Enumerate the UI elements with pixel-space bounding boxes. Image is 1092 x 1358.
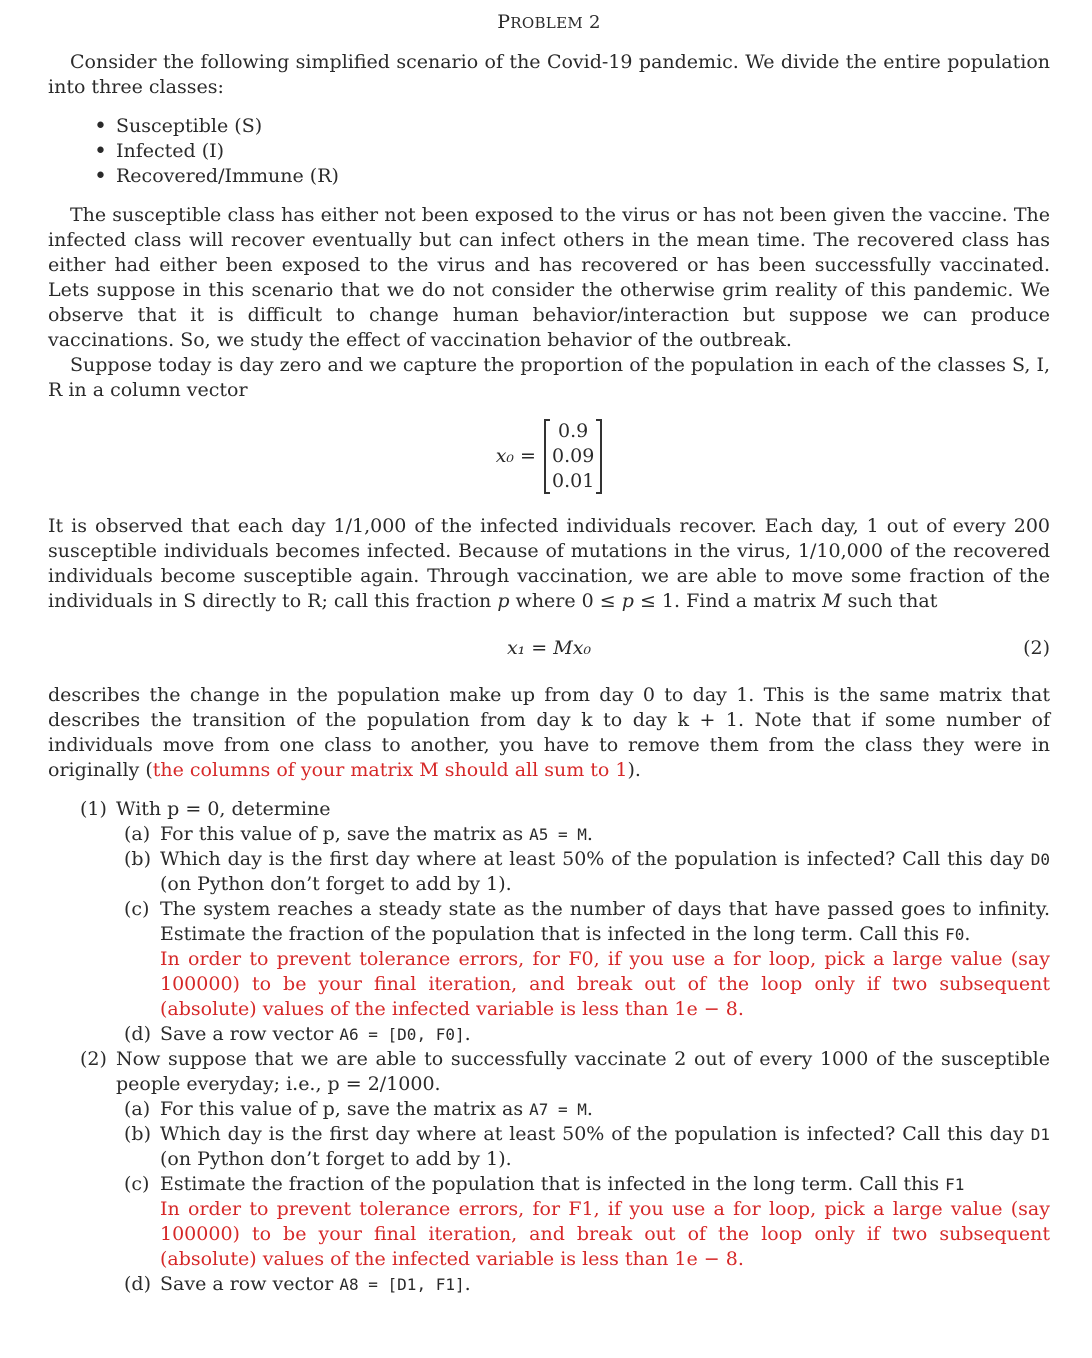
task-list [48, 797, 1050, 1297]
task-1a [124, 822, 1050, 847]
task-1b-code: D0 [1030, 850, 1050, 869]
task-2d-text: Save a row vector [160, 1273, 340, 1295]
intro-paragraph: Consider the following simplified scenario of the Covid-19 pandemic. We divide the entire population into three classes: [48, 51, 1050, 98]
task-1b-post: (on Python don’t forget to add by 1). [160, 873, 512, 895]
transition-text-3: ≤ 1. Find a matrix [633, 590, 823, 612]
task-2c-label: (c) [124, 1173, 150, 1195]
var-M: M [822, 590, 842, 612]
task-1a-post: . [586, 823, 593, 845]
task-2c-red-note: In order to prevent tolerance errors, for F1, if you use a for loop, pick a large value (say 100000) to be your final iteration, and break out of the loop only if two subsequent (absolute) values of the infected variable is less than 1e − 8. [160, 1198, 1050, 1270]
task-2-label: (2) [80, 1048, 107, 1070]
task-1c [124, 897, 1050, 1022]
class-item-susceptible: • Susceptible (S) [92, 114, 1050, 139]
task-1-subtasks [116, 822, 1050, 1047]
task-2d [124, 1272, 1050, 1297]
task-2a-post: . [586, 1098, 593, 1120]
title-initial: P [497, 11, 511, 33]
task-2a-label: (a) [124, 1098, 151, 1120]
task-1c-text: The system reaches a steady state as the number of days that have passed goes to infinity. Estimate the fraction of the population that is infected in the long term. Call this [160, 898, 1050, 945]
task-1d-text: Save a row vector [160, 1023, 340, 1045]
task-1c-code: F0 [945, 925, 965, 944]
task-2b-text: Which day is the first day where at least 50% of the population is infected? Call this day [160, 1123, 1031, 1145]
problem-title [48, 10, 1050, 36]
equation-text: x₁ = Mx₀ [506, 637, 592, 659]
task-2a [124, 1097, 1050, 1122]
task-1a-code: A5 = M [529, 825, 587, 844]
vector-entry-s: 0.9 [558, 420, 589, 442]
problem-page [48, 8, 1050, 1297]
task-2c [124, 1172, 1050, 1272]
task-2-text: Now suppose that we are able to successfully vaccinate 2 out of every 1000 of the susceptible people everyday; i.e., p = 2/1000. [116, 1048, 1050, 1095]
task-2a-text: For this value of p, save the matrix as [160, 1098, 530, 1120]
var-p: p [497, 590, 510, 612]
task-1d-post: . [464, 1023, 471, 1045]
description-paragraph: The susceptible class has either not been exposed to the virus or has not been given the vaccine. The infected class will recover eventually but can infect others in the mean time. The recovered class has either had either been exposed to the virus and has recovered or has been successfully vaccinated. Lets suppose in this scenario that we do not consider the otherwise grim reality of this pandemic. We observe that it is difficult to change human behavior/interaction but suppose we can produce vaccinations. So, we study the effect of vaccination behavior of the outbreak. [48, 204, 1050, 351]
vector-bracket [544, 419, 602, 494]
initial-vector [48, 419, 1050, 494]
note-red-text: the columns of your matrix M should all sum to 1 [152, 759, 628, 781]
equation-2 [48, 636, 1050, 661]
task-1b [124, 847, 1050, 897]
task-2d-code: A8 = [D1, F1] [339, 1275, 465, 1294]
task-2b [124, 1122, 1050, 1172]
transition-paragraph [48, 514, 1050, 614]
vector-entry-i: 0.09 [551, 445, 595, 467]
var-p-2: p [621, 590, 634, 612]
task-1c-post: . [964, 923, 971, 945]
task-1c-label: (c) [124, 898, 150, 920]
day-zero-paragraph: Suppose today is day zero and we capture the proportion of the population in each of the classes S, I, R in a column vector [48, 354, 1050, 401]
class-list [48, 114, 1050, 189]
class-item-recovered: • Recovered/Immune (R) [92, 164, 1050, 189]
title-rest: ROBLEM [510, 14, 583, 32]
vector-entry-r: 0.01 [551, 470, 595, 492]
task-1d-code: A6 = [D0, F0] [339, 1025, 465, 1044]
task-2d-label: (d) [124, 1273, 151, 1295]
note-text: describes the change in the population make up from day 0 to day 1. This is the same matrix that describes the transition of the population from day k to day k + 1. Note that if some number of individuals move from one class to another, you have to remove them from the class they were in originally ( [48, 684, 1050, 781]
task-2 [80, 1047, 1050, 1297]
class-item-infected: • Infected (I) [92, 139, 1050, 164]
task-1b-label: (b) [124, 848, 151, 870]
task-1d-label: (d) [124, 1023, 151, 1045]
task-2d-post: . [464, 1273, 471, 1295]
transition-text-2: where 0 ≤ [509, 590, 622, 612]
task-1a-text: For this value of p, save the matrix as [160, 823, 530, 845]
equation-number: (2) [1023, 637, 1050, 659]
task-2c-code: F1 [945, 1175, 965, 1194]
task-1-label: (1) [80, 798, 107, 820]
task-1c-red-note: In order to prevent tolerance errors, for F0, if you use a for loop, pick a large value (say 100000) to be your final iteration, and break out of the loop only if two subsequent (absolute) values of the infected variable is less than 1e − 8. [160, 948, 1050, 1020]
task-1a-label: (a) [124, 823, 151, 845]
task-1 [80, 797, 1050, 1047]
task-1b-text: Which day is the first day where at least 50% of the population is infected? Call this day [160, 848, 1031, 870]
task-2b-post: (on Python don’t forget to add by 1). [160, 1148, 512, 1170]
transition-text-1: It is observed that each day 1/1,000 of the infected individuals recover. Each day, 1 out of every 200 susceptible individuals becomes infected. Because of mutations in the virus, 1/10,000 of the recovered individuals become susceptible again. Through vaccination, we are able to move some fraction of the individuals in S directly to R; call this fraction [48, 515, 1050, 612]
task-2b-label: (b) [124, 1123, 151, 1145]
task-2c-text: Estimate the fraction of the population that is infected in the long term. Call this [160, 1173, 946, 1195]
title-number: 2 [589, 12, 601, 33]
task-1-text: With p = 0, determine [116, 798, 331, 820]
vector-lhs: x₀ = [495, 445, 536, 467]
task-2b-code: D1 [1030, 1125, 1050, 1144]
task-2a-code: A7 = M [529, 1100, 587, 1119]
note-paragraph [48, 683, 1050, 783]
task-2-subtasks [116, 1097, 1050, 1297]
task-1d [124, 1022, 1050, 1047]
note-close: ). [627, 759, 641, 781]
transition-text-4: such that [841, 590, 938, 612]
